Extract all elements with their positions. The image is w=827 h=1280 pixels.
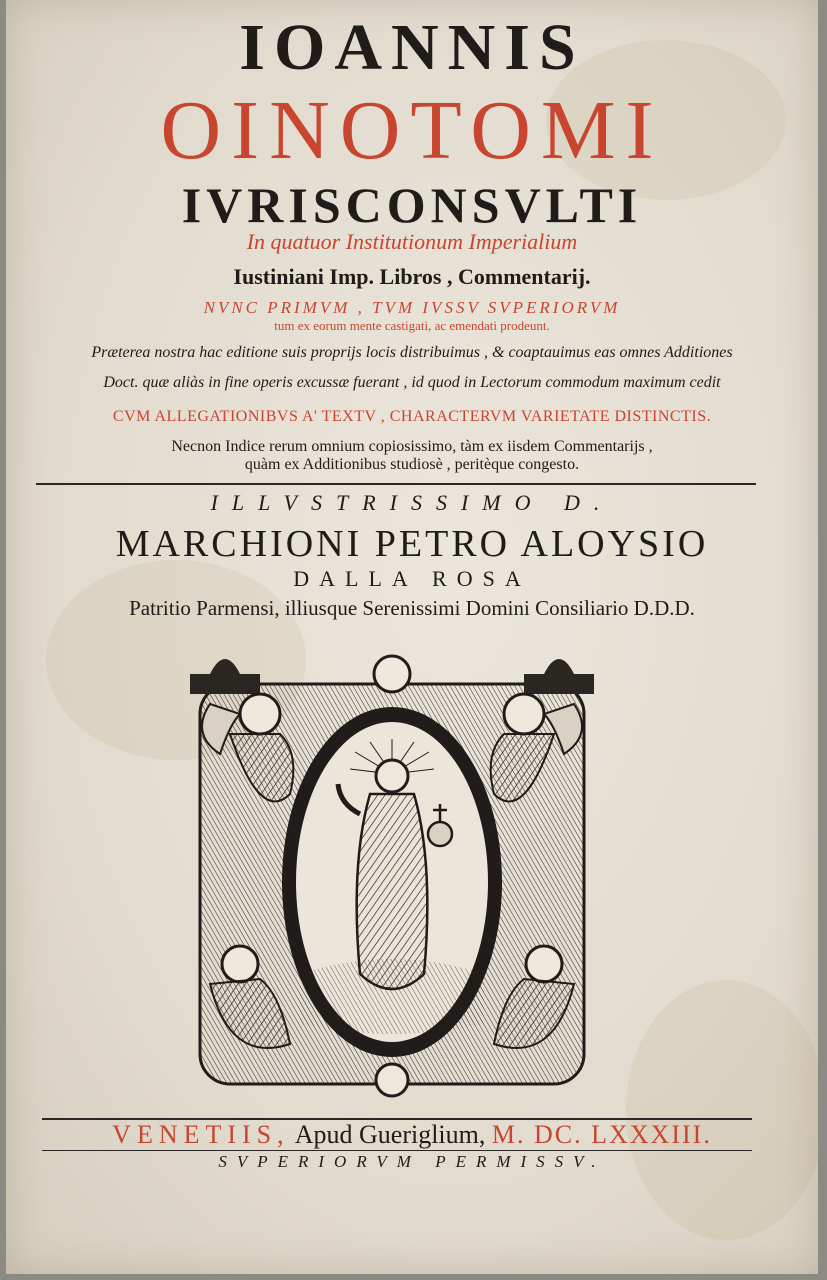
imprint-publisher: Apud Gueriglium, [294,1120,486,1149]
imprint-rule-bottom [42,1150,752,1151]
paper-stain [626,980,818,1240]
subtitle-line-2: Iustiniani Imp. Libros , Commentarij. [233,264,591,289]
imprint-city: VENETIIS, [112,1120,290,1149]
subtitle-line-3: NVNC PRIMVM , TVM IVSSV SVPERIORVM [203,298,621,317]
title-author-first: IOANNIS [239,11,585,84]
title-author-name: OINOTOMI [160,84,664,177]
dedication-line-1: ILLVSTRISSIMO D. [210,490,614,515]
title-profession: IVRISCONSVLTI [181,177,643,233]
bottom-mask-icon [376,1064,408,1096]
top-cherub-head-icon [374,656,410,692]
imprint-permission: SVPERIORVM PERMISSV. [218,1152,606,1171]
left-vase-icon [210,659,240,674]
description-line-2: Doct. quæ aliàs in fine operis excussæ fuerant , id quod in Lectorum commodum maximum cedit [103,374,721,391]
description-line-4: Necnon Indice rerum omnium copiosissimo, tàm ex iisdem Commentarijs , [171,438,653,455]
woodcut-illustration [190,644,594,1106]
description-line-5: quàm ex Additionibus studiosè , peritèque congesto. [244,456,580,473]
right-vase-icon [544,659,574,674]
imprint-line [6,1120,818,1150]
imprint-year: M. DC. LXXXIII. [491,1120,712,1149]
dedication-line-2: MARCHIONI PETRO ALOYSIO [115,523,709,565]
dedication-line-3: DALLA ROSA [293,566,531,591]
description-line-3: CVM ALLEGATIONIBVS A' TEXTV , CHARACTERVM VARIETATE DISTINCTIS. [112,408,712,425]
right-pedestal-top [524,674,594,694]
subtitle-line-4: tum ex eorum mente castigati, ac emendati prodeunt. [274,318,550,333]
title-page [6,0,818,1274]
subtitle-line-1: In quatuor Institutionum Imperialium [246,229,578,254]
left-pedestal-top [190,674,260,694]
description-line-1: Præterea nostra hac editione suis proprijs locis distribuimus , & coaptauimus eas omnes Additiones [91,344,733,361]
dedication-line-4: Patritio Parmensi, illiusque Serenissimi Domini Consiliario D.D.D. [129,596,695,620]
globe-cross-icon [428,822,452,846]
ground-landscape [300,959,484,1034]
divider-rule [36,483,756,485]
